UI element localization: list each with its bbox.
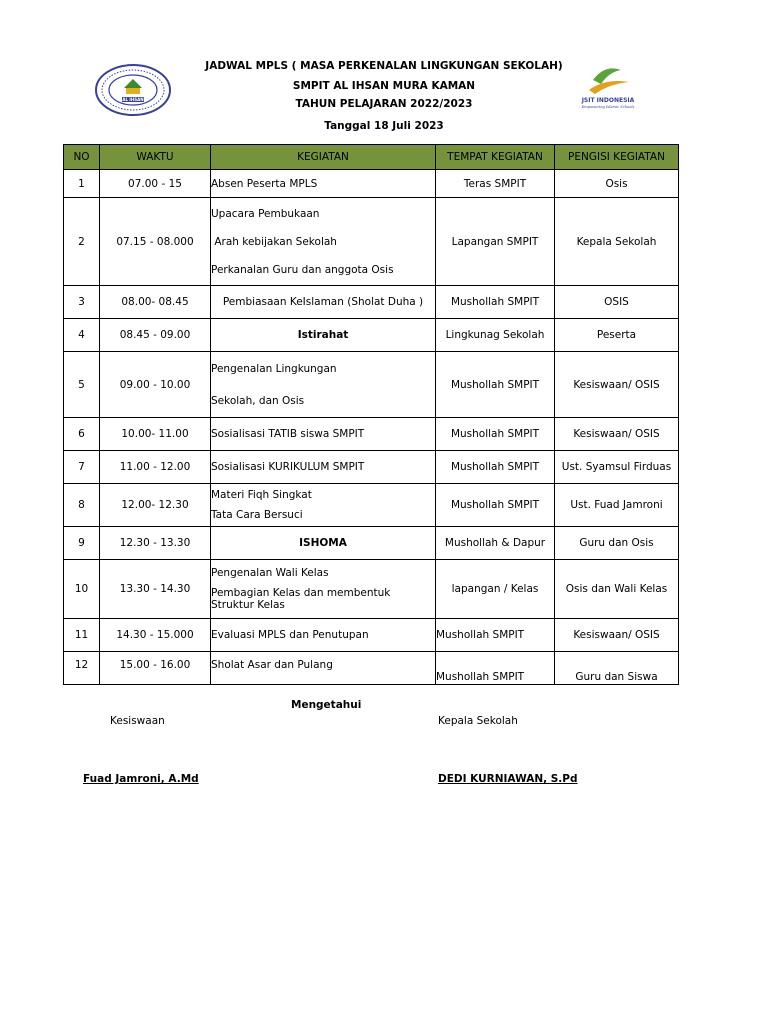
cell-tempat: Teras SMPIT xyxy=(436,170,555,198)
cell-pengisi: Kesiswaan/ OSIS xyxy=(555,619,679,652)
cell-pengisi: Kepala Sekolah xyxy=(555,198,679,286)
cell-kegiatan xyxy=(211,484,436,527)
cell-tempat: Mushollah SMPIT xyxy=(436,451,555,484)
kegiatan-line: Pengenalan Wali Kelas xyxy=(211,567,329,579)
svg-text:Empowering Islamic Schools: Empowering Islamic Schools xyxy=(581,105,635,109)
cell-no: 10 xyxy=(64,560,100,619)
table-row xyxy=(64,484,679,527)
kepala-sekolah-role: Kepala Sekolah xyxy=(438,715,518,727)
kesiswaan-role: Kesiswaan xyxy=(110,715,165,727)
school-logo xyxy=(95,64,171,116)
kegiatan-line: Perkanalan Guru dan anggota Osis xyxy=(211,263,394,276)
kesiswaan-signature-name: Fuad Jamroni, A.Md xyxy=(83,773,199,785)
cell-waktu: 12.00- 12.30 xyxy=(100,484,211,527)
cell-tempat: Lingkunag Sekolah xyxy=(436,319,555,352)
cell-no: 8 xyxy=(64,484,100,527)
cell-pengisi: Osis dan Wali Kelas xyxy=(555,560,679,619)
cell-waktu: 13.30 - 14.30 xyxy=(100,560,211,619)
cell-kegiatan xyxy=(211,560,436,619)
kepala-sekolah-signature-name: DEDI KURNIAWAN, S.Pd xyxy=(438,773,578,785)
cell-pengisi: Guru dan Osis xyxy=(555,527,679,560)
table-row xyxy=(64,352,679,418)
kegiatan-line: Pembagian Kelas dan membentuk Struktur Kelas xyxy=(211,587,391,611)
kegiatan-line: Pengenalan Lingkungan xyxy=(211,362,337,375)
kegiatan-line: Sekolah, dan Osis xyxy=(211,394,305,407)
cell-pengisi: Kesiswaan/ OSIS xyxy=(555,418,679,451)
cell-kegiatan: Istirahat xyxy=(211,319,436,352)
cell-pengisi: Ust. Fuad Jamroni xyxy=(555,484,679,527)
cell-kegiatan: Sholat Asar dan Pulang xyxy=(211,652,436,685)
table-row xyxy=(64,198,679,286)
cell-tempat: lapangan / Kelas xyxy=(436,560,555,619)
kegiatan-line: Tata Cara Bersuci xyxy=(211,509,303,521)
cell-kegiatan: Evaluasi MPLS dan Penutupan xyxy=(211,619,436,652)
cell-no: 1 xyxy=(64,170,100,198)
cell-waktu: 12.30 - 13.30 xyxy=(100,527,211,560)
cell-tempat: Mushollah SMPIT xyxy=(436,484,555,527)
table-row xyxy=(64,286,679,319)
table-row xyxy=(64,619,679,652)
cell-waktu: 11.00 - 12.00 xyxy=(100,451,211,484)
cell-waktu: 14.30 - 15.000 xyxy=(100,619,211,652)
cell-pengisi: Ust. Syamsul Firduas xyxy=(555,451,679,484)
cell-no: 11 xyxy=(64,619,100,652)
table-row xyxy=(64,418,679,451)
table-row xyxy=(64,652,679,685)
svg-text:JSIT INDONESIA: JSIT INDONESIA xyxy=(581,97,635,104)
mengetahui-label: Mengetahui xyxy=(291,699,362,711)
cell-waktu: 08.00- 08.45 xyxy=(100,286,211,319)
cell-waktu: 10.00- 11.00 xyxy=(100,418,211,451)
table-row xyxy=(64,170,679,198)
cell-kegiatan: ISHOMA xyxy=(211,527,436,560)
col-header-pengisi: PENGISI KEGIATAN xyxy=(555,145,679,170)
cell-kegiatan: Pembiasaan KeIslaman (Sholat Duha ) xyxy=(211,286,436,319)
cell-pengisi: Peserta xyxy=(555,319,679,352)
cell-no: 12 xyxy=(64,652,100,685)
cell-kegiatan: Sosialisasi TATIB siswa SMPIT xyxy=(211,418,436,451)
cell-kegiatan xyxy=(211,198,436,286)
cell-waktu: 09.00 - 10.00 xyxy=(100,352,211,418)
cell-no: 4 xyxy=(64,319,100,352)
cell-no: 9 xyxy=(64,527,100,560)
col-header-kegiatan: KEGIATAN xyxy=(211,145,436,170)
schedule-table xyxy=(63,144,679,685)
date-line: Tanggal 18 Juli 2023 xyxy=(324,120,444,132)
cell-tempat: Mushollah SMPIT xyxy=(436,286,555,319)
kegiatan-line: Arah kebijakan Sekolah xyxy=(211,235,337,248)
cell-waktu: 07.15 - 08.000 xyxy=(100,198,211,286)
col-header-tempat: TEMPAT KEGIATAN xyxy=(436,145,555,170)
title-line-1: JADWAL MPLS ( MASA PERKENALAN LINGKUNGAN SEKOLAH) xyxy=(205,60,563,72)
cell-kegiatan: Sosialisasi KURIKULUM SMPIT xyxy=(211,451,436,484)
cell-pengisi: Osis xyxy=(555,170,679,198)
cell-kegiatan xyxy=(211,352,436,418)
cell-no: 6 xyxy=(64,418,100,451)
cell-waktu: 15.00 - 16.00 xyxy=(100,652,211,685)
cell-tempat: Lapangan SMPIT xyxy=(436,198,555,286)
cell-no: 7 xyxy=(64,451,100,484)
cell-waktu: 08.45 - 09.00 xyxy=(100,319,211,352)
cell-kegiatan: Absen Peserta MPLS xyxy=(211,170,436,198)
cell-pengisi: Guru dan Siswa xyxy=(555,652,679,685)
title-line-3: TAHUN PELAJARAN 2022/2023 xyxy=(295,98,473,110)
cell-waktu: 07.00 - 15 xyxy=(100,170,211,198)
table-header-row xyxy=(64,145,679,170)
table-row xyxy=(64,527,679,560)
cell-tempat: Mushollah SMPIT xyxy=(436,418,555,451)
cell-tempat: Mushollah SMPIT xyxy=(436,619,555,652)
cell-tempat: Mushollah SMPIT xyxy=(436,352,555,418)
cell-no: 2 xyxy=(64,198,100,286)
table-row xyxy=(64,319,679,352)
table-row xyxy=(64,560,679,619)
cell-no: 3 xyxy=(64,286,100,319)
table-row xyxy=(64,451,679,484)
kegiatan-line: Upacara Pembukaan xyxy=(211,207,320,220)
col-header-waktu: WAKTU xyxy=(100,145,211,170)
col-header-no: NO xyxy=(64,145,100,170)
kegiatan-line: Materi Fiqh Singkat xyxy=(211,489,312,501)
jsit-logo xyxy=(575,62,641,112)
cell-pengisi: Kesiswaan/ OSIS xyxy=(555,352,679,418)
cell-pengisi: OSIS xyxy=(555,286,679,319)
title-line-2: SMPIT AL IHSAN MURA KAMAN xyxy=(292,80,476,92)
svg-text:AL IHSAN: AL IHSAN xyxy=(122,97,144,102)
cell-no: 5 xyxy=(64,352,100,418)
cell-tempat: Mushollah & Dapur xyxy=(436,527,555,560)
cell-tempat: Mushollah SMPIT xyxy=(436,652,555,685)
